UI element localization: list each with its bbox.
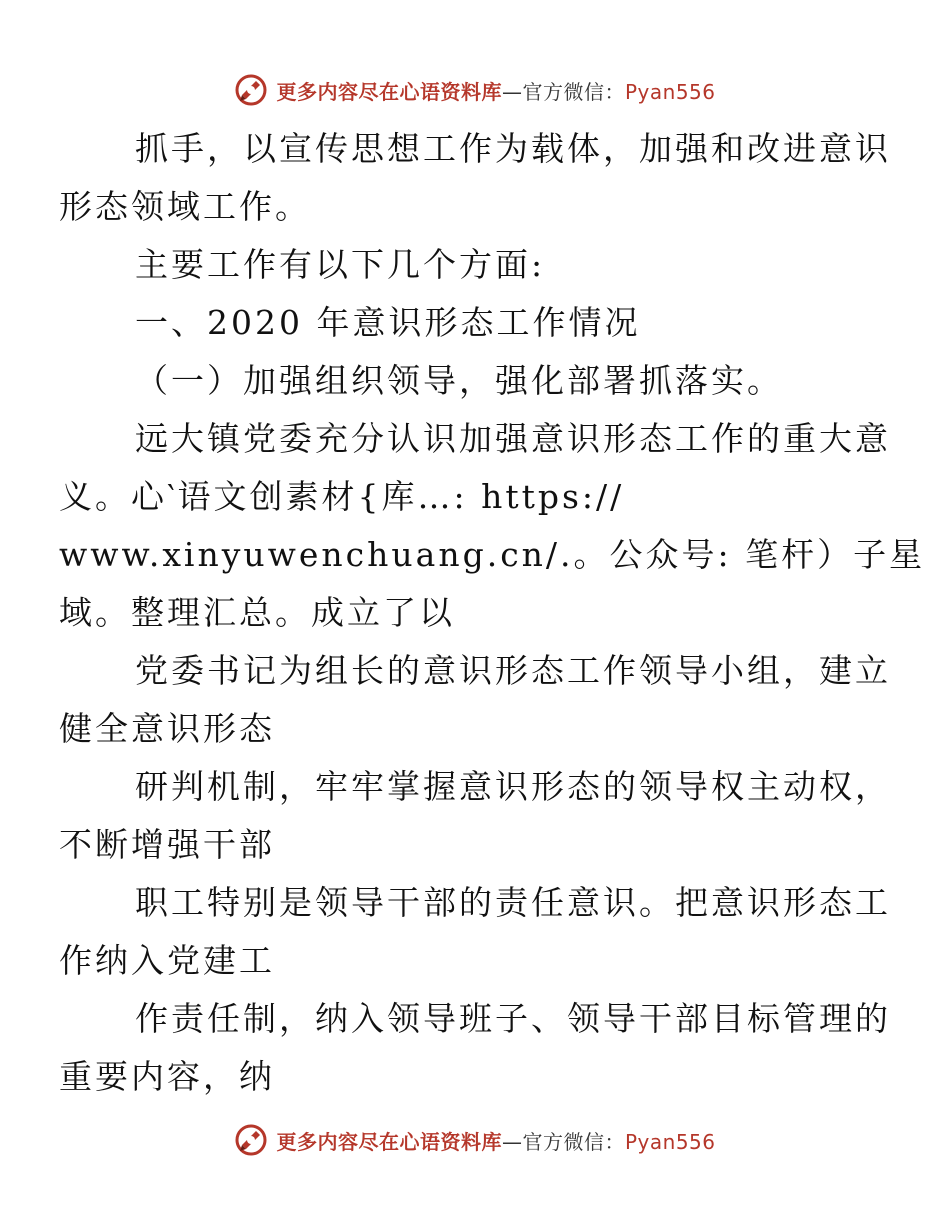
text-line: 形态领域工作。 xyxy=(59,187,311,226)
text-line: 重要内容，纳 xyxy=(59,1057,275,1096)
text-line: 一、2020 年意识形态工作情况 xyxy=(135,303,641,342)
banner-wechat-id: Pyan556 xyxy=(624,79,716,104)
banner-separator: — xyxy=(501,79,523,104)
logo-icon xyxy=(234,1123,268,1157)
text-line: 作纳入党建工 xyxy=(59,941,275,980)
paragraph xyxy=(59,874,891,990)
text-line: www.xinyuwenchuang.cn/.。公众号: 笔杆）子星 xyxy=(59,535,926,574)
paragraph xyxy=(59,120,891,236)
banner-label: 官方微信： xyxy=(522,1129,625,1154)
banner-main: 更多内容尽在心语资料库 xyxy=(276,79,502,104)
header-banner xyxy=(0,68,950,112)
text-line: 主要工作有以下几个方面: xyxy=(135,245,546,284)
subsection-heading xyxy=(97,352,857,410)
paragraph xyxy=(59,410,926,642)
text-line: 职工特别是领导干部的责任意识。把意识形态工 xyxy=(135,883,891,922)
text-line: 健全意识形态 xyxy=(59,709,275,748)
section-heading xyxy=(97,294,857,352)
text-line: 不断增强干部 xyxy=(59,825,275,864)
banner-separator: — xyxy=(501,1129,523,1154)
footer-banner xyxy=(0,1118,950,1162)
banner-wechat-id: Pyan556 xyxy=(624,1129,716,1154)
text-line: 作责任制，纳入领导班子、领导干部目标管理的 xyxy=(135,999,891,1038)
banner-text xyxy=(276,1126,715,1155)
document-body xyxy=(59,120,926,1106)
paragraph xyxy=(59,642,891,758)
paragraph xyxy=(97,236,857,294)
banner-text xyxy=(276,76,715,105)
text-line: 研判机制，牢牢掌握意识形态的领导权主动权， xyxy=(135,767,891,806)
paragraph xyxy=(59,990,891,1106)
banner-label: 官方微信： xyxy=(522,79,625,104)
text-line: 义。心‵语文创素材{库…: https:// xyxy=(59,477,625,516)
banner-main: 更多内容尽在心语资料库 xyxy=(276,1129,502,1154)
text-line: （一）加强组织领导，强化部署抓落实。 xyxy=(135,361,783,400)
text-line: 域。整理汇总。成立了以 xyxy=(59,593,455,632)
text-line: 党委书记为组长的意识形态工作领导小组，建立 xyxy=(135,651,891,690)
text-line: 远大镇党委充分认识加强意识形态工作的重大意 xyxy=(135,419,891,458)
paragraph xyxy=(59,758,891,874)
logo-icon xyxy=(234,73,268,107)
text-line: 抓手，以宣传思想工作为载体，加强和改进意识 xyxy=(135,129,891,168)
